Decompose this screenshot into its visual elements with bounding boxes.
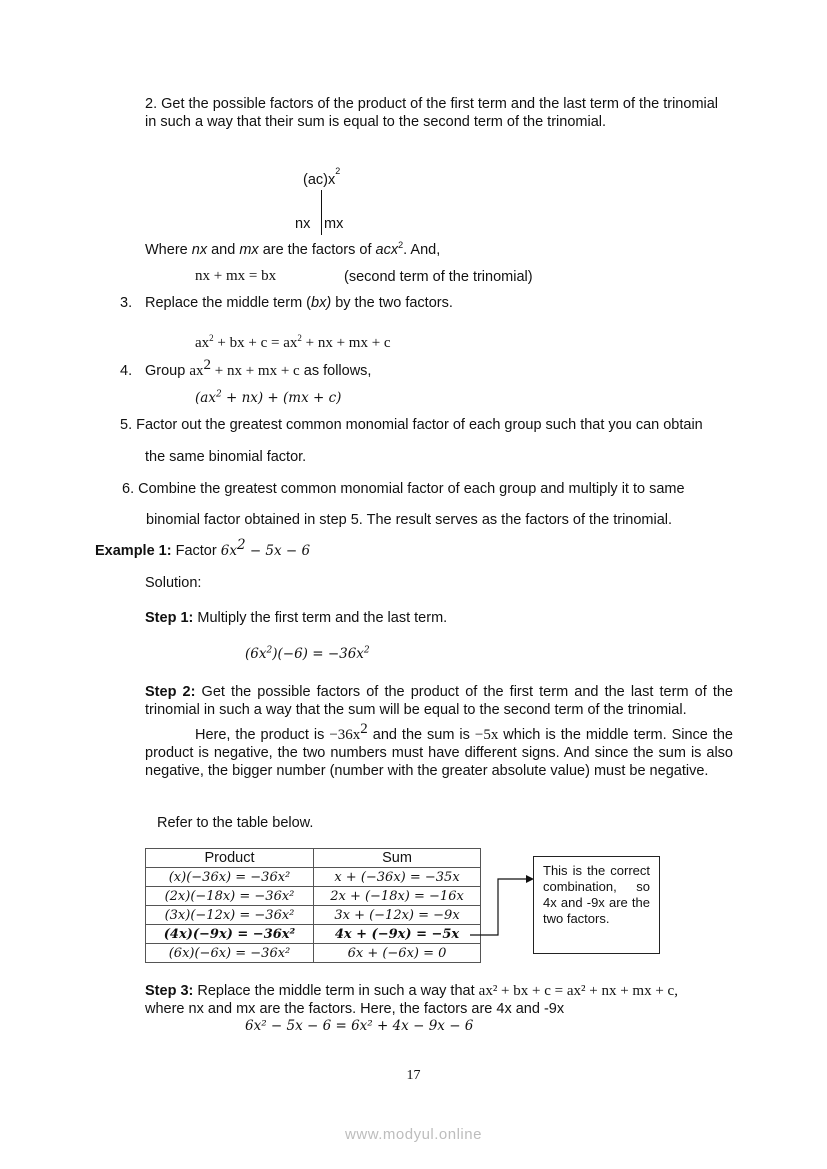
step-4-text: Group $ax^2$ + nx + mx + c as follows, (145, 357, 372, 379)
step-4-number: 4. (120, 363, 133, 379)
where-line: Where nx and mx are the factors of acx$^2$. And, (145, 240, 441, 258)
page-number: 17 (406, 1068, 421, 1083)
table-row (146, 944, 481, 963)
cell-sum: 6x + (−6x) = 0 (314, 944, 481, 963)
step-3-number: 3. (120, 295, 133, 311)
step-2-line-2: in such a way that their sum is equal to the second term of the trinomial. (145, 114, 607, 130)
example-step-3: Step 3: Replace the middle term in such a way that ax² + bx + c = ax² + nx + mx + c, (145, 983, 678, 999)
example-step-3-line-2: where nx and mx are the factors. Here, the factors are 4x and -9x (145, 1001, 565, 1017)
step-2-line-1: 2. Get the possible factors of the product of the first term and the last term of the trinomial (145, 96, 719, 112)
step-5-line-2: the same binomial factor. (145, 449, 307, 465)
header-sum: Sum (314, 849, 481, 868)
replace-equation: $ax^2$ + bx + $c = ax^2$ + nx + mx + c (195, 333, 391, 351)
table-row-highlighted (146, 925, 481, 944)
cell-sum: 2x + (−18x) = −16x (314, 887, 481, 906)
example-step-2-explanation: Here, the product is $-36x^2$ and the sum is −5x which is the middle term. Since the product is negative, the two numbers must have different signs. And since the sum is also negative, the bigger number (number with the greater absolute value) must be negative. (145, 721, 733, 779)
factor-diagram-divider (321, 190, 322, 235)
table-row (146, 906, 481, 925)
group-equation: $(ax^2 + nx) + (mx + c)$ (195, 389, 342, 406)
sum-equation: nx + mx = bx (195, 268, 277, 284)
cell-product: (4x)(−9x) = −36x² (146, 925, 314, 944)
table-row (146, 887, 481, 906)
cell-sum: x + (−36x) = −35x (314, 868, 481, 887)
step-6-line-1: 6. Combine the greatest common monomial factor of each group and multiply it to same (122, 481, 685, 497)
sum-equation-note: (second term of the trinomial) (344, 269, 533, 285)
callout-box: This is the correct combination, so 4x and -9x are the two factors. (533, 856, 660, 954)
cell-product: (3x)(−12x) = −36x² (146, 906, 314, 925)
cell-sum: 3x + (−12x) = −9x (314, 906, 481, 925)
step-5-line-1: 5. Factor out the greatest common monomial factor of each group such that you can obtain (120, 417, 703, 433)
factor-table (145, 848, 481, 963)
solution-label: Solution: (145, 575, 202, 591)
arrow-connector-icon (466, 870, 536, 940)
example-step-2: Step 2: Get the possible factors of the product of the first term and the last term of the trinomial in such a way that the sum will be equal to the second term of the trinomial. (145, 684, 733, 718)
cell-product: (6x)(−6x) = −36x² (146, 944, 314, 963)
watermark: www.modyul.online (345, 1126, 482, 1143)
cell-sum: 4x + (−9x) = −5x (314, 925, 481, 944)
factor-diagram-right: mx (324, 216, 344, 232)
table-header-row (146, 849, 481, 868)
factor-diagram-left: nx (295, 216, 311, 232)
header-product: Product (146, 849, 314, 868)
example-step-1-equation: $(6x^2)(-6) = -36x^2$ (245, 645, 370, 662)
factor-diagram-top: $(ac)x^2$ (303, 166, 341, 188)
example-heading: Example 1: Factor $6x^2 - 5x - 6$ (95, 537, 311, 559)
cell-product: (x)(−36x) = −36x² (146, 868, 314, 887)
example-step-3-equation: 6x² − 5x − 6 = 6x² + 4x − 9x − 6 (245, 1018, 474, 1034)
example-step-1: Step 1: Multiply the first term and the last term. (145, 610, 448, 626)
cell-product: (2x)(−18x) = −36x² (146, 887, 314, 906)
step-6-line-2: binomial factor obtained in step 5. The result serves as the factors of the trinomial. (146, 512, 673, 528)
refer-table-text: Refer to the table below. (157, 815, 314, 831)
table-row (146, 868, 481, 887)
step-3-text: Replace the middle term (bx) by the two factors. (145, 295, 453, 311)
